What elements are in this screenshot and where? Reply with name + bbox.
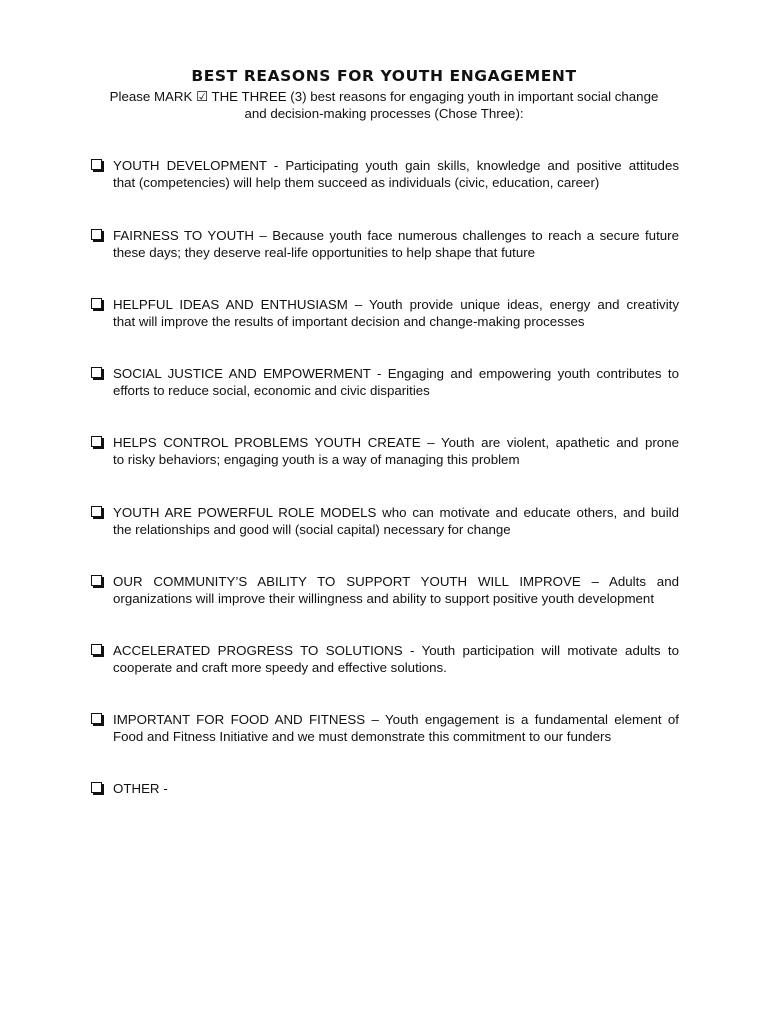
option-text <box>113 573 679 607</box>
checkbox-icon[interactable] <box>91 575 102 586</box>
option-text <box>113 780 679 797</box>
option-community-ability[interactable] <box>91 573 679 613</box>
option-text <box>113 227 679 261</box>
checkbox-icon[interactable] <box>91 159 102 170</box>
checkbox-icon[interactable] <box>91 229 102 240</box>
option-text <box>113 434 679 468</box>
option-text-line-1: SOCIAL JUSTICE AND EMPOWERMENT - Engaging and empowering youth contributes to <box>113 366 679 381</box>
option-text-line-2: the relationships and good will (social capital) necessary for change <box>113 522 511 537</box>
option-text-line-2: Food and Fitness Initiative and we must demonstrate this commitment to our funders <box>113 729 612 744</box>
option-text-line-1: OUR COMMUNITY’S ABILITY TO SUPPORT YOUTH WILL IMPROVE – Adults and <box>113 574 679 589</box>
option-text-line-2: that will improve the results of important decision and change-making processes <box>113 314 585 329</box>
option-text-line-1: OTHER - <box>113 781 168 796</box>
option-text-line-1: YOUTH DEVELOPMENT - Participating youth gain skills, knowledge and positive attitudes <box>113 158 679 173</box>
instructions-line-1: Please MARK ☑ THE THREE (3) best reasons for engaging youth in important social change <box>109 89 659 104</box>
option-role-models[interactable] <box>91 504 679 544</box>
option-text-line-1: FAIRNESS TO YOUTH – Because youth face numerous challenges to reach a secure future <box>113 228 679 243</box>
checkbox-icon[interactable] <box>91 436 102 447</box>
page-title: BEST REASONS FOR YOUTH ENGAGEMENT <box>191 67 577 85</box>
option-helpful-ideas[interactable] <box>91 296 679 336</box>
option-text-line-1: YOUTH ARE POWERFUL ROLE MODELS who can motivate and educate others, and build <box>113 505 679 520</box>
option-text <box>113 642 679 676</box>
checkbox-icon[interactable] <box>91 644 102 655</box>
option-text-line-1: HELPS CONTROL PROBLEMS YOUTH CREATE – Youth are violent, apathetic and prone <box>113 435 679 450</box>
option-social-justice[interactable] <box>91 365 679 405</box>
checkbox-icon[interactable] <box>91 713 102 724</box>
option-text-line-2: these days; they deserve real-life opportunities to help shape that future <box>113 245 536 260</box>
option-accelerated-progress[interactable] <box>91 642 679 682</box>
option-other[interactable] <box>91 780 679 820</box>
option-text <box>113 296 679 330</box>
checkbox-icon[interactable] <box>91 782 102 793</box>
option-text-line-2: that (competencies) will help them succeed as individuals (civic, education, career) <box>113 175 600 190</box>
option-fairness-to-youth[interactable] <box>91 227 679 267</box>
option-text-line-1: ACCELERATED PROGRESS TO SOLUTIONS - Youth participation will motivate adults to <box>113 643 679 658</box>
checkbox-icon[interactable] <box>91 298 102 309</box>
option-text <box>113 157 679 191</box>
option-text-line-2: efforts to reduce social, economic and civic disparities <box>113 383 430 398</box>
option-food-and-fitness[interactable] <box>91 711 679 751</box>
option-text-line-1: HELPFUL IDEAS AND ENTHUSIASM – Youth provide unique ideas, energy and creativity <box>113 297 679 312</box>
option-youth-development[interactable] <box>91 157 679 197</box>
instructions-line-2: and decision-making processes (Chose Three): <box>244 105 524 121</box>
option-text <box>113 711 679 745</box>
option-control-problems[interactable] <box>91 434 679 474</box>
option-text-line-1: IMPORTANT FOR FOOD AND FITNESS – Youth engagement is a fundamental element of <box>113 712 679 727</box>
checkbox-icon[interactable] <box>91 506 102 517</box>
checkbox-icon[interactable] <box>91 367 102 378</box>
option-text-line-2: cooperate and craft more speedy and effective solutions. <box>113 660 447 675</box>
instructions <box>0 89 768 122</box>
option-text <box>113 365 679 399</box>
option-text-line-2: to risky behaviors; engaging youth is a way of managing this problem <box>113 452 520 467</box>
option-text <box>113 504 679 538</box>
option-text-line-2: organizations will improve their willingness and ability to support positive youth development <box>113 591 655 606</box>
